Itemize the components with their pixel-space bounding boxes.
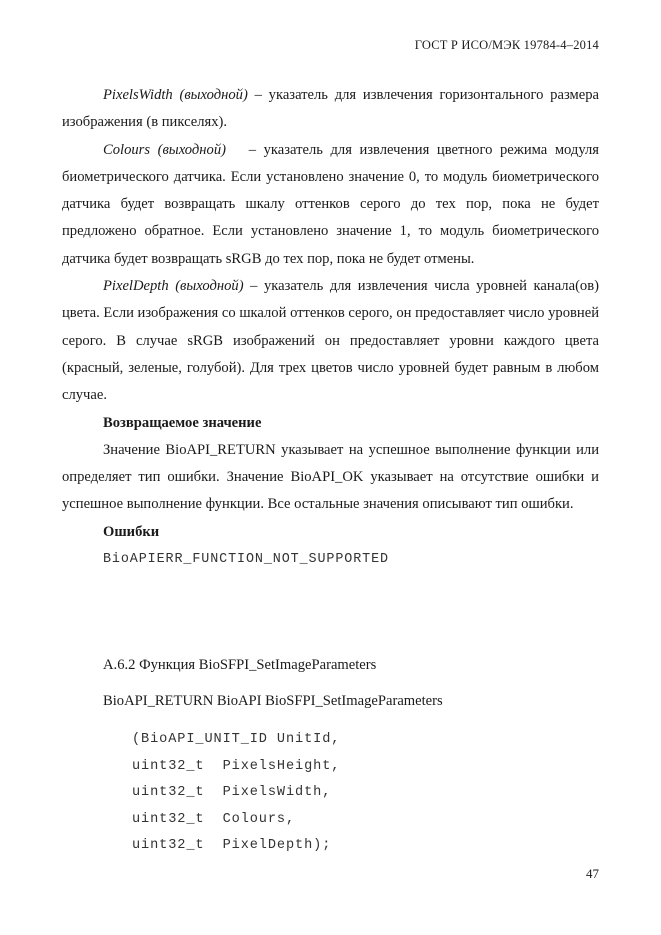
param-description: указатель для извлечения числа уровней канала(ов) цвета. Если изображения со шкалой оттенков серого, он предоставляет число уровней серого. В случае sRGB изображений он предоставляет уровни каждого цвета (красный, зеленые, голубой). Для трех цветов число уровней будет равным в любом случае. <box>62 278 600 404</box>
errors-heading: Ошибки <box>103 523 160 540</box>
code-param-line: uint32_t PixelsWidth, <box>132 785 332 800</box>
param-term: Colours (выходной) <box>103 141 226 158</box>
code-params-block <box>132 727 340 860</box>
document-header: ГОСТ Р ИСО/МЭК 19784-4–2014 <box>414 38 599 52</box>
code-param-line: uint32_t PixelDepth); <box>132 838 332 853</box>
page-number: 47 <box>586 866 599 881</box>
param-pixel-depth <box>62 273 599 409</box>
code-param-line: (BioAPI_UNIT_ID UnitId, <box>132 732 341 747</box>
function-signature: BioAPI_RETURN BioAPI BioSFPI_SetImageParameters <box>103 693 443 709</box>
param-description: – указатель для извлечения цветного режима модуля биометрического датчика. Если установлено значение 0, то модуль биометрического датчика будет возвращать шкалу оттенков серого до тех пор, пока не будет предложено обратное. Если установлено значение 1, то модуль биометрического датчика будет возвращать sRGB до тех пор, пока не будет отмены. <box>62 141 603 267</box>
page-body <box>62 82 603 573</box>
param-pixels-width <box>62 82 599 137</box>
param-description: указатель для извлечения горизонтального размера изображения (в пикселях). <box>62 87 599 131</box>
return-value-text: Значение BioAPI_RETURN указывает на успешное выполнение функции или определяет тип ошибки. Значение BioAPI_OK указывает на отсутствие ошибки и успешное выполнение функции. Все остальные значения описывают тип ошибки. <box>62 441 599 513</box>
param-term: PixelDepth (выходной) – <box>103 278 258 295</box>
section-title: А.6.2 Функция BioSFPI_SetImageParameters <box>103 657 377 673</box>
param-term: PixelsWidth (выходной) – <box>103 87 262 103</box>
code-param-line: uint32_t PixelsHeight, <box>132 758 341 774</box>
param-colours <box>62 137 603 273</box>
code-param-line: uint32_t Colours, <box>132 811 296 827</box>
return-value-heading: Возвращаемое значение <box>103 414 262 431</box>
error-code: BioAPIERR_FUNCTION_NOT_SUPPORTED <box>103 552 389 568</box>
